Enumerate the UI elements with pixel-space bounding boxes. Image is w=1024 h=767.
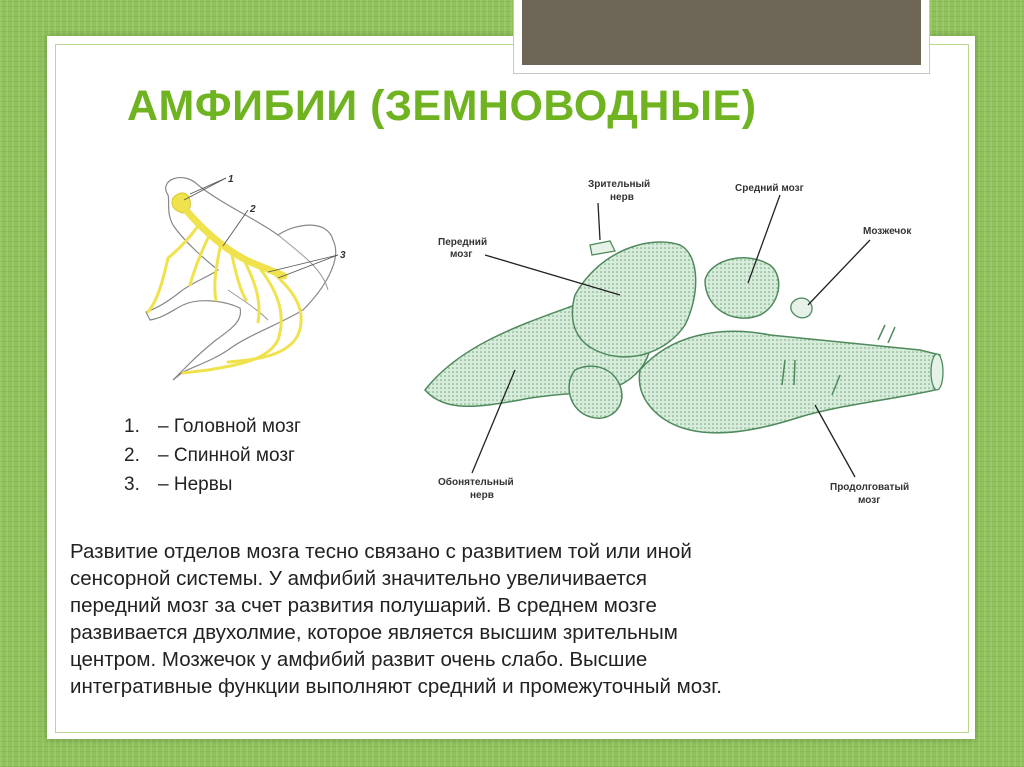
label-cerebellum: Мозжечок xyxy=(863,226,912,237)
label-medulla-1: Продолговатый xyxy=(830,482,910,493)
legend-list xyxy=(124,412,301,499)
brain-midbrain xyxy=(705,258,779,318)
amphibian-brain-figure xyxy=(400,155,960,525)
description-line: сенсорной системы. У амфибий значительно увеличивается xyxy=(70,567,647,590)
brain-cerebellum xyxy=(791,298,812,318)
legend-item-number: 2. xyxy=(124,445,140,466)
label-optic-nerve-1: Зрительный xyxy=(588,179,651,190)
frog-nervous-system-figure xyxy=(128,160,388,400)
label-forebrain-2: мозг xyxy=(450,249,473,260)
header-tab xyxy=(513,0,930,74)
header-tab-fill xyxy=(522,0,921,65)
brain-spinal-end xyxy=(931,354,943,390)
label-olfactory-nerve-1: Обонятельный xyxy=(438,477,514,488)
legend-item-text: – Головной мозг xyxy=(158,416,301,437)
label-olfactory-nerve-2: нерв xyxy=(470,490,494,501)
brain-optic-nerve xyxy=(590,241,615,255)
legend-item xyxy=(124,470,301,499)
description-line: развивается двухолмие, которое является высшим зрительным xyxy=(70,621,678,644)
description-line: Развитие отделов мозга тесно связано с развитием той или иной xyxy=(70,540,692,563)
legend-item-number: 3. xyxy=(124,474,140,495)
frog-label-3: 3 xyxy=(340,250,346,261)
frog-label-2: 2 xyxy=(250,204,256,215)
frog-label-1: 1 xyxy=(228,174,234,185)
label-midbrain: Средний мозг xyxy=(735,183,804,194)
description-line: интегративные функции выполняют средний и промежуточный мозг. xyxy=(70,675,722,698)
brain-forebrain xyxy=(572,242,695,357)
description-paragraph xyxy=(70,538,960,700)
legend-item xyxy=(124,412,301,441)
slide-title: АМФИБИИ (ЗЕМНОВОДНЫЕ) xyxy=(127,82,757,130)
description-line: передний мозг за счет развития полушарий. В среднем мозге xyxy=(70,594,657,617)
legend-item-text: – Нервы xyxy=(158,474,233,495)
legend-item-text: – Спинной мозг xyxy=(158,445,295,466)
frog-leg-outline xyxy=(278,235,328,290)
legend-item-number: 1. xyxy=(124,416,140,437)
description-line: центром. Мозжечок у амфибий развит очень слабо. Высшие xyxy=(70,648,648,671)
brain-medulla xyxy=(639,331,940,432)
label-optic-nerve-2: нерв xyxy=(610,192,634,203)
label-forebrain-1: Передний xyxy=(438,237,488,248)
label-medulla-2: мозг xyxy=(858,495,881,506)
legend-item xyxy=(124,441,301,470)
